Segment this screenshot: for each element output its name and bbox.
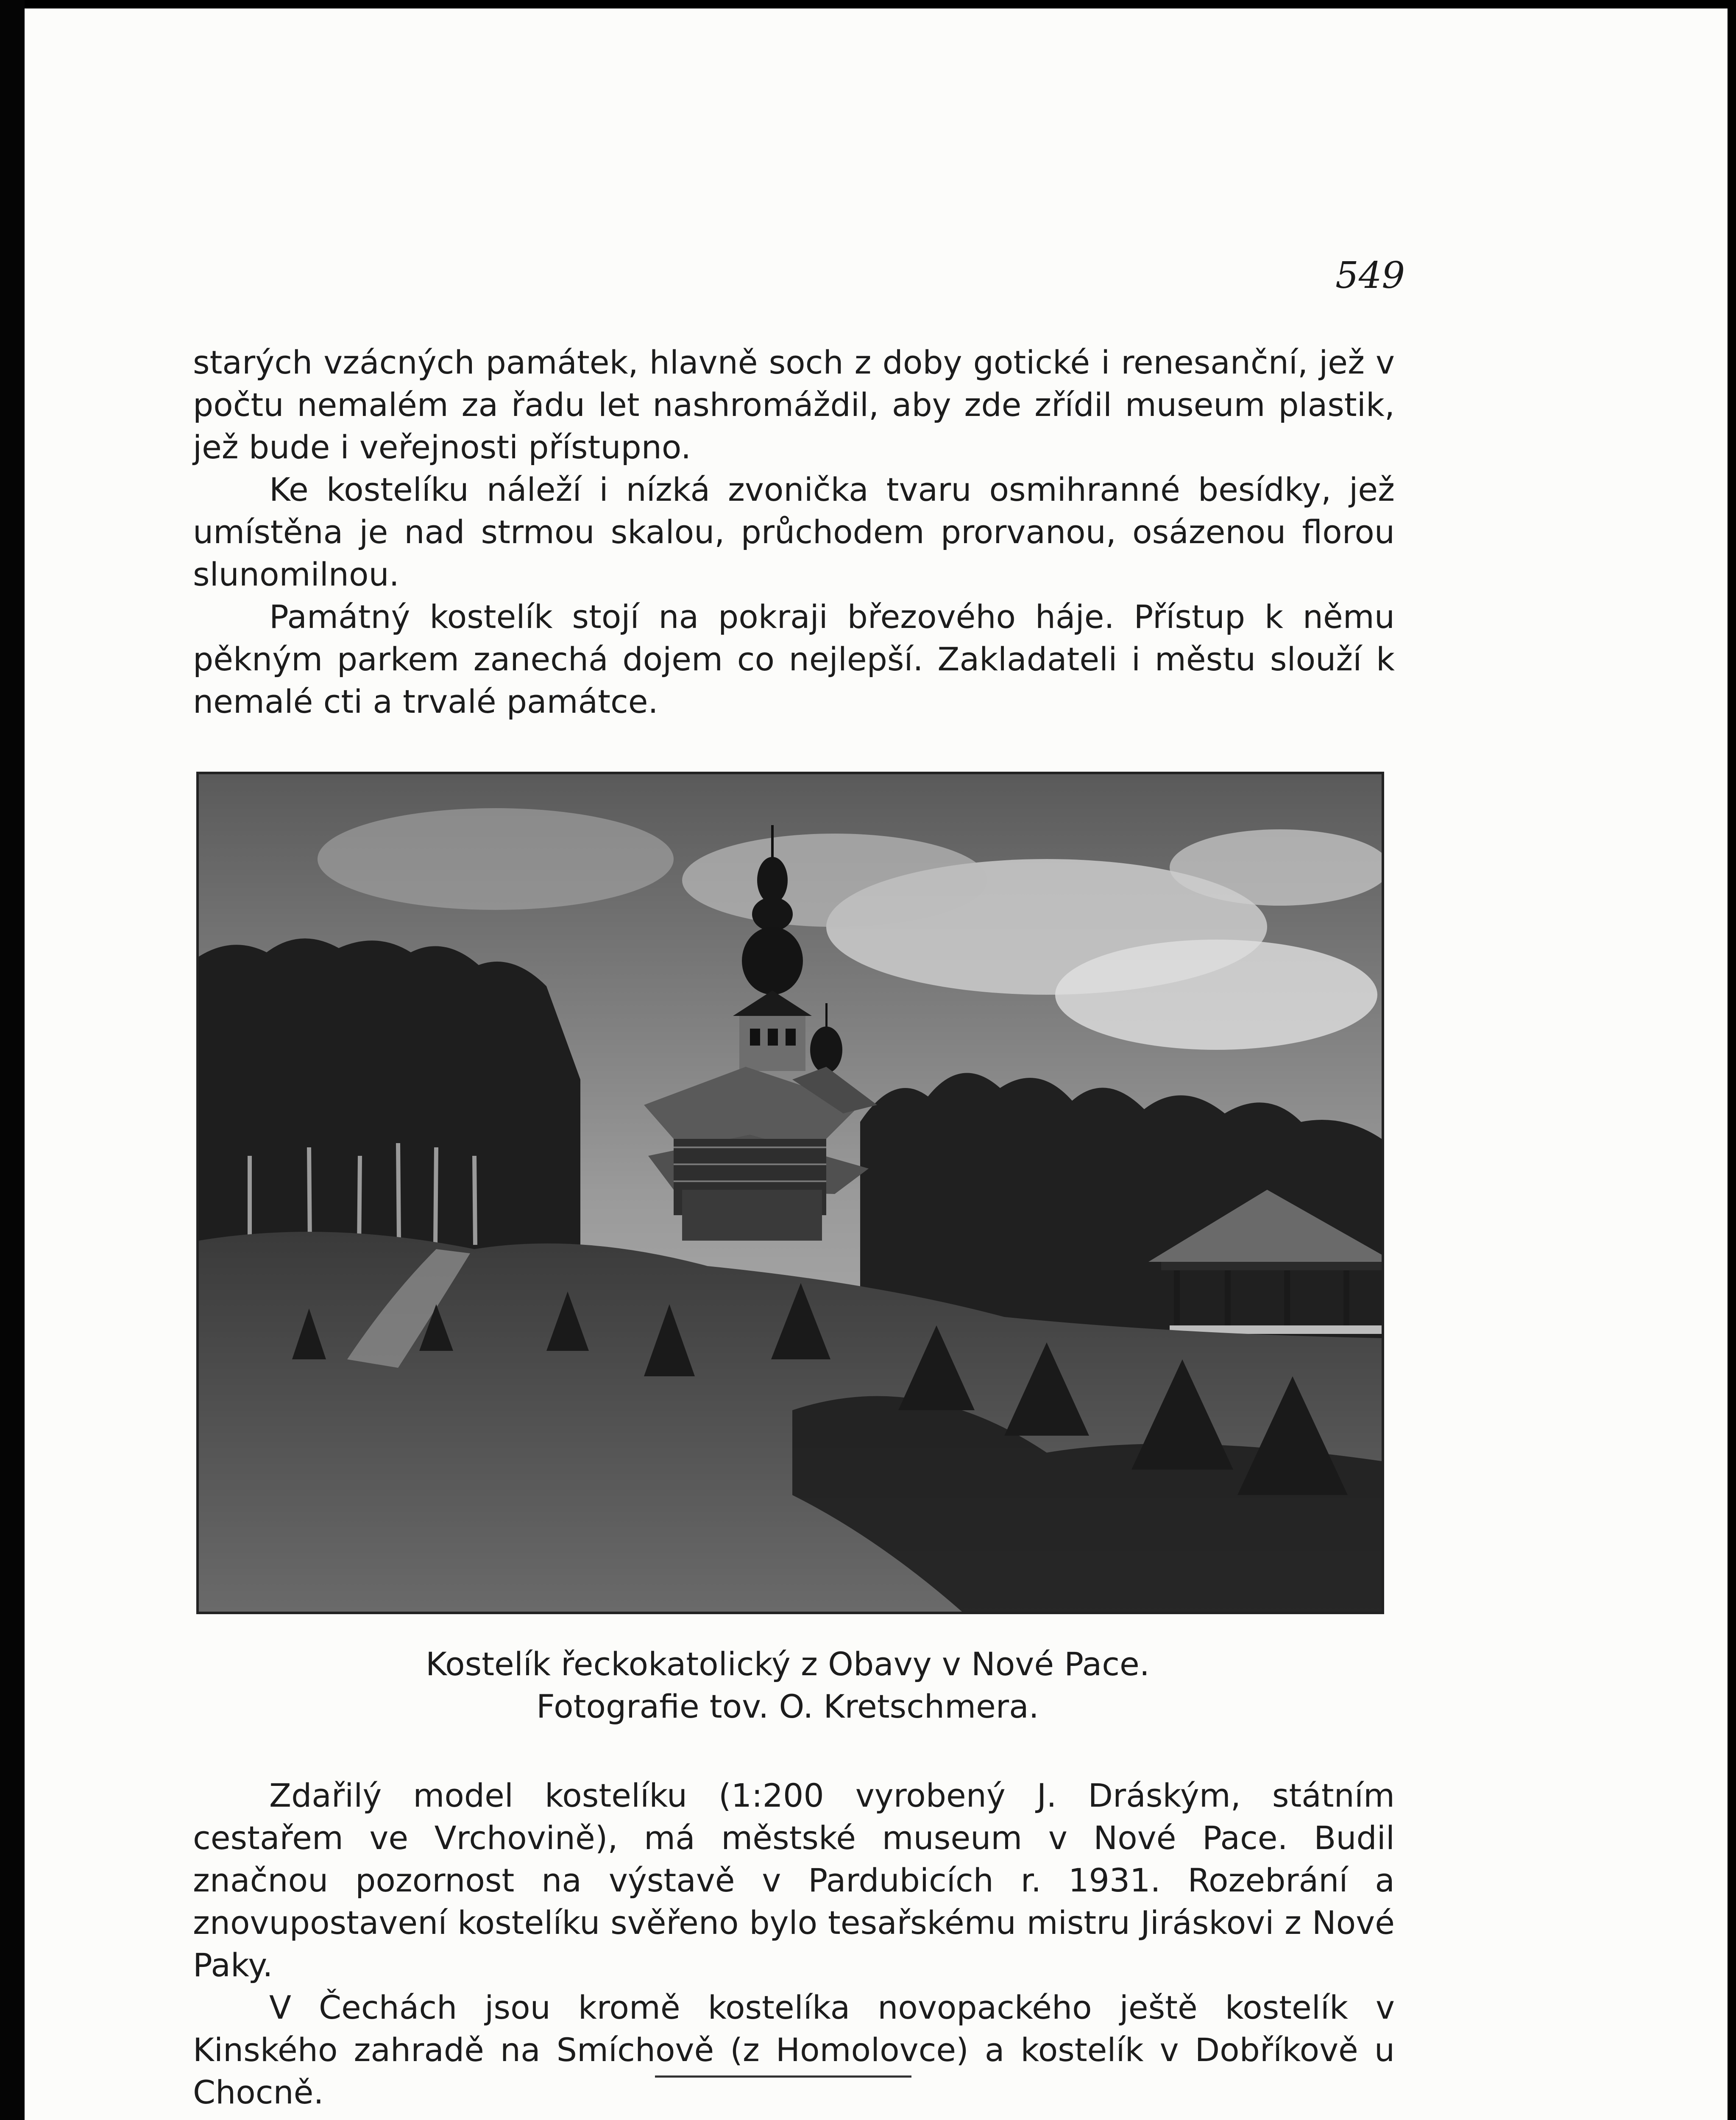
figure-caption: Kostelík řeckokatolický z Obavy v Nové Pace.	[426, 1645, 1150, 1683]
church-photograph	[196, 772, 1384, 1614]
top-text-block	[193, 341, 1395, 723]
paragraph-location: Památný kostelík stojí na pokraji březového háje. Přístup k němu pěkným parkem zanechá dojem co nejlepší. Zakladateli i městu slouží k nemalé cti a trvalé památce.	[193, 598, 1395, 720]
scan-edge	[0, 0, 25, 2120]
figure-credit: Fotografie tov. O. Kretschmera.	[536, 1688, 1039, 1725]
paragraph-model: Zdařilý model kostelíku (1:200 vyrobený J. Dráským, státním cestařem ve Vrchovině), má městské museum v Nové Pace. Budil značnou pozornost na výstavě v Pardubicích r. 1931. Rozebrání a znovupostavení kostelíku svěřeno bylo tesařskému mistru Jiráskovi z Nové Paky.	[193, 1777, 1395, 1984]
paragraph-continued: starých vzácných památek, hlavně soch z doby gotické i renesanční, jež v počtu nemalém za řadu let nashromáždil, aby zde zřídil museum plastik, jež bude i veřejnosti přístupno.	[193, 343, 1395, 466]
paragraph-belfry: Ke kostelíku náleží i nízká zvonička tvaru osmihranné besídky, jež umístěna je nad strmou skalou, průchodem prorvanou, osázenou florou slunomilnou.	[193, 471, 1395, 593]
page-number: 549	[1335, 254, 1405, 297]
paragraph-other-churches: V Čechách jsou kromě kostelíka novopackého ještě kostelík v Kinského zahradě na Smíchově (z Homolovce) a kostelík v Dobříkově u Chocně.	[193, 1989, 1395, 2111]
closing-rule	[655, 2075, 911, 2078]
bottom-text-block	[193, 1774, 1395, 2114]
